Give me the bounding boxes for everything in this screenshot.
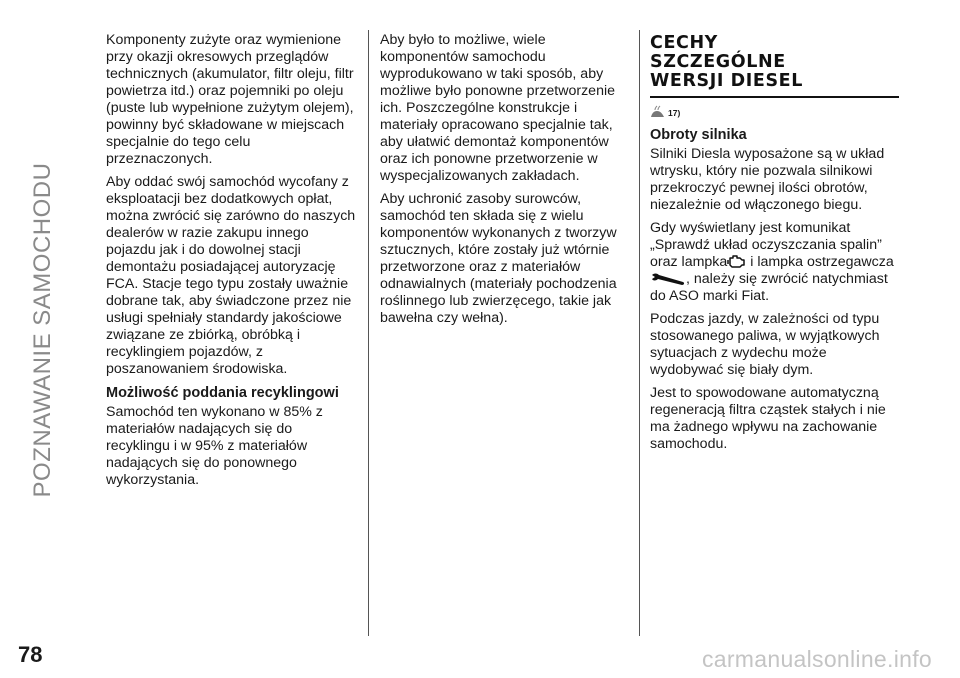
- section-title-line: WERSJI DIESEL: [650, 71, 803, 91]
- section-heading-engine-speed: Obroty silnika: [650, 127, 747, 143]
- paragraph: Aby oddać swój samochód wycofany z eksploatacji bez dodatkowych opłat, można zwrócić się zarówno do naszych dealerów w razie zakupu innego pojazdu jak i do dowolnej stacji demontażu posiadającej autoryzację FCA. Stacje tego typu zostały uważnie dobrane tak, aby świadczone przez nie usługi spełniały standardy jakościowe związane ze zbiórką, obróbką i recyklingiem pojazdów, z poszanowaniem środowiska.: [106, 174, 356, 377]
- column-divider-right: [639, 30, 640, 636]
- column-divider-left: [368, 30, 369, 636]
- page-number: 78: [18, 642, 43, 667]
- section-heading-recycling: Możliwość poddania recyklingowi: [106, 385, 339, 401]
- note-number: 17): [668, 108, 681, 118]
- paragraph: Aby było to możliwe, wiele komponentów samochodu wyprodukowano w taki sposób, aby możliwe było ponowne przetworzenie ich. Poszczególne konstrukcje i materiały opracowano specjalnie tak, aby ułatwić demontaż komponentów oraz ich ponowne przetworzenie w wyspecjalizowanych zakładach.: [380, 32, 616, 184]
- text-column-2: [380, 32, 628, 333]
- section-title-line: SZCZEGÓLNE: [650, 52, 786, 72]
- pollution-warning-icon: [650, 105, 665, 118]
- text-column-3: [650, 32, 900, 459]
- text-column-1: [106, 32, 358, 495]
- paragraph: Silniki Diesla wyposażone są w układ wtrysku, który nie pozwala silnikowi przekroczyć pewnej ilości obrotów, niezależnie od włączonego biegu.: [650, 146, 885, 213]
- note-reference: [650, 102, 900, 118]
- section-title-line: CECHY: [650, 33, 718, 53]
- text-fragment: i lampka ostrzegawcza: [746, 254, 894, 270]
- chapter-side-title: POZNAWANIE SAMOCHODU: [29, 162, 56, 498]
- paragraph: Podczas jazdy, w zależności od typu stosowanego paliwa, w wyjątkowych sytuacjach z wydechu może wydobywać się biały dym.: [650, 311, 880, 378]
- text-fragment: Gdy wyświetlany jest komunikat „Sprawdź układ oczyszczania spalin” oraz lampka: [650, 220, 882, 270]
- site-watermark: carmanualsonline.info: [701, 646, 932, 672]
- wrench-icon: [650, 272, 686, 286]
- paragraph-with-icons: [650, 220, 900, 305]
- text-fragment: , należy się zwrócić natychmiast do ASO marki Fiat.: [650, 271, 888, 304]
- paragraph: Jest to spowodowane automatyczną regeneracją filtra cząstek stałych i nie ma żadnego wpływu na zachowanie samochodu.: [650, 385, 886, 452]
- section-title: [650, 34, 900, 91]
- title-rule: [650, 96, 899, 98]
- paragraph: Komponenty zużyte oraz wymienione przy okazji okresowych przeglądów technicznych (akumulator, filtr oleju, filtr powietrza itd.) oraz pojemniki po oleju (puste lub wypełnione zużytym olejem), powinny być składowane w miejscach specjalnie do tego celu przeznaczonych.: [106, 32, 354, 167]
- paragraph: Aby uchronić zasoby surowców, samochód ten składa się z wielu komponentów wykonanych z tworzyw sztucznych, które zostały już wtórnie przetworzone oraz z materiałów odnawialnych (materiały pochodzenia roślinnego lub zwierzęcego, takie jak bawełna czy wełna).: [380, 191, 617, 326]
- paragraph: Samochód ten wykonano w 85% z materiałów nadających się do recyklingu i w 95% z materiałów nadających się do ponownego wykorzystania.: [106, 404, 323, 488]
- engine-check-icon: [727, 254, 746, 269]
